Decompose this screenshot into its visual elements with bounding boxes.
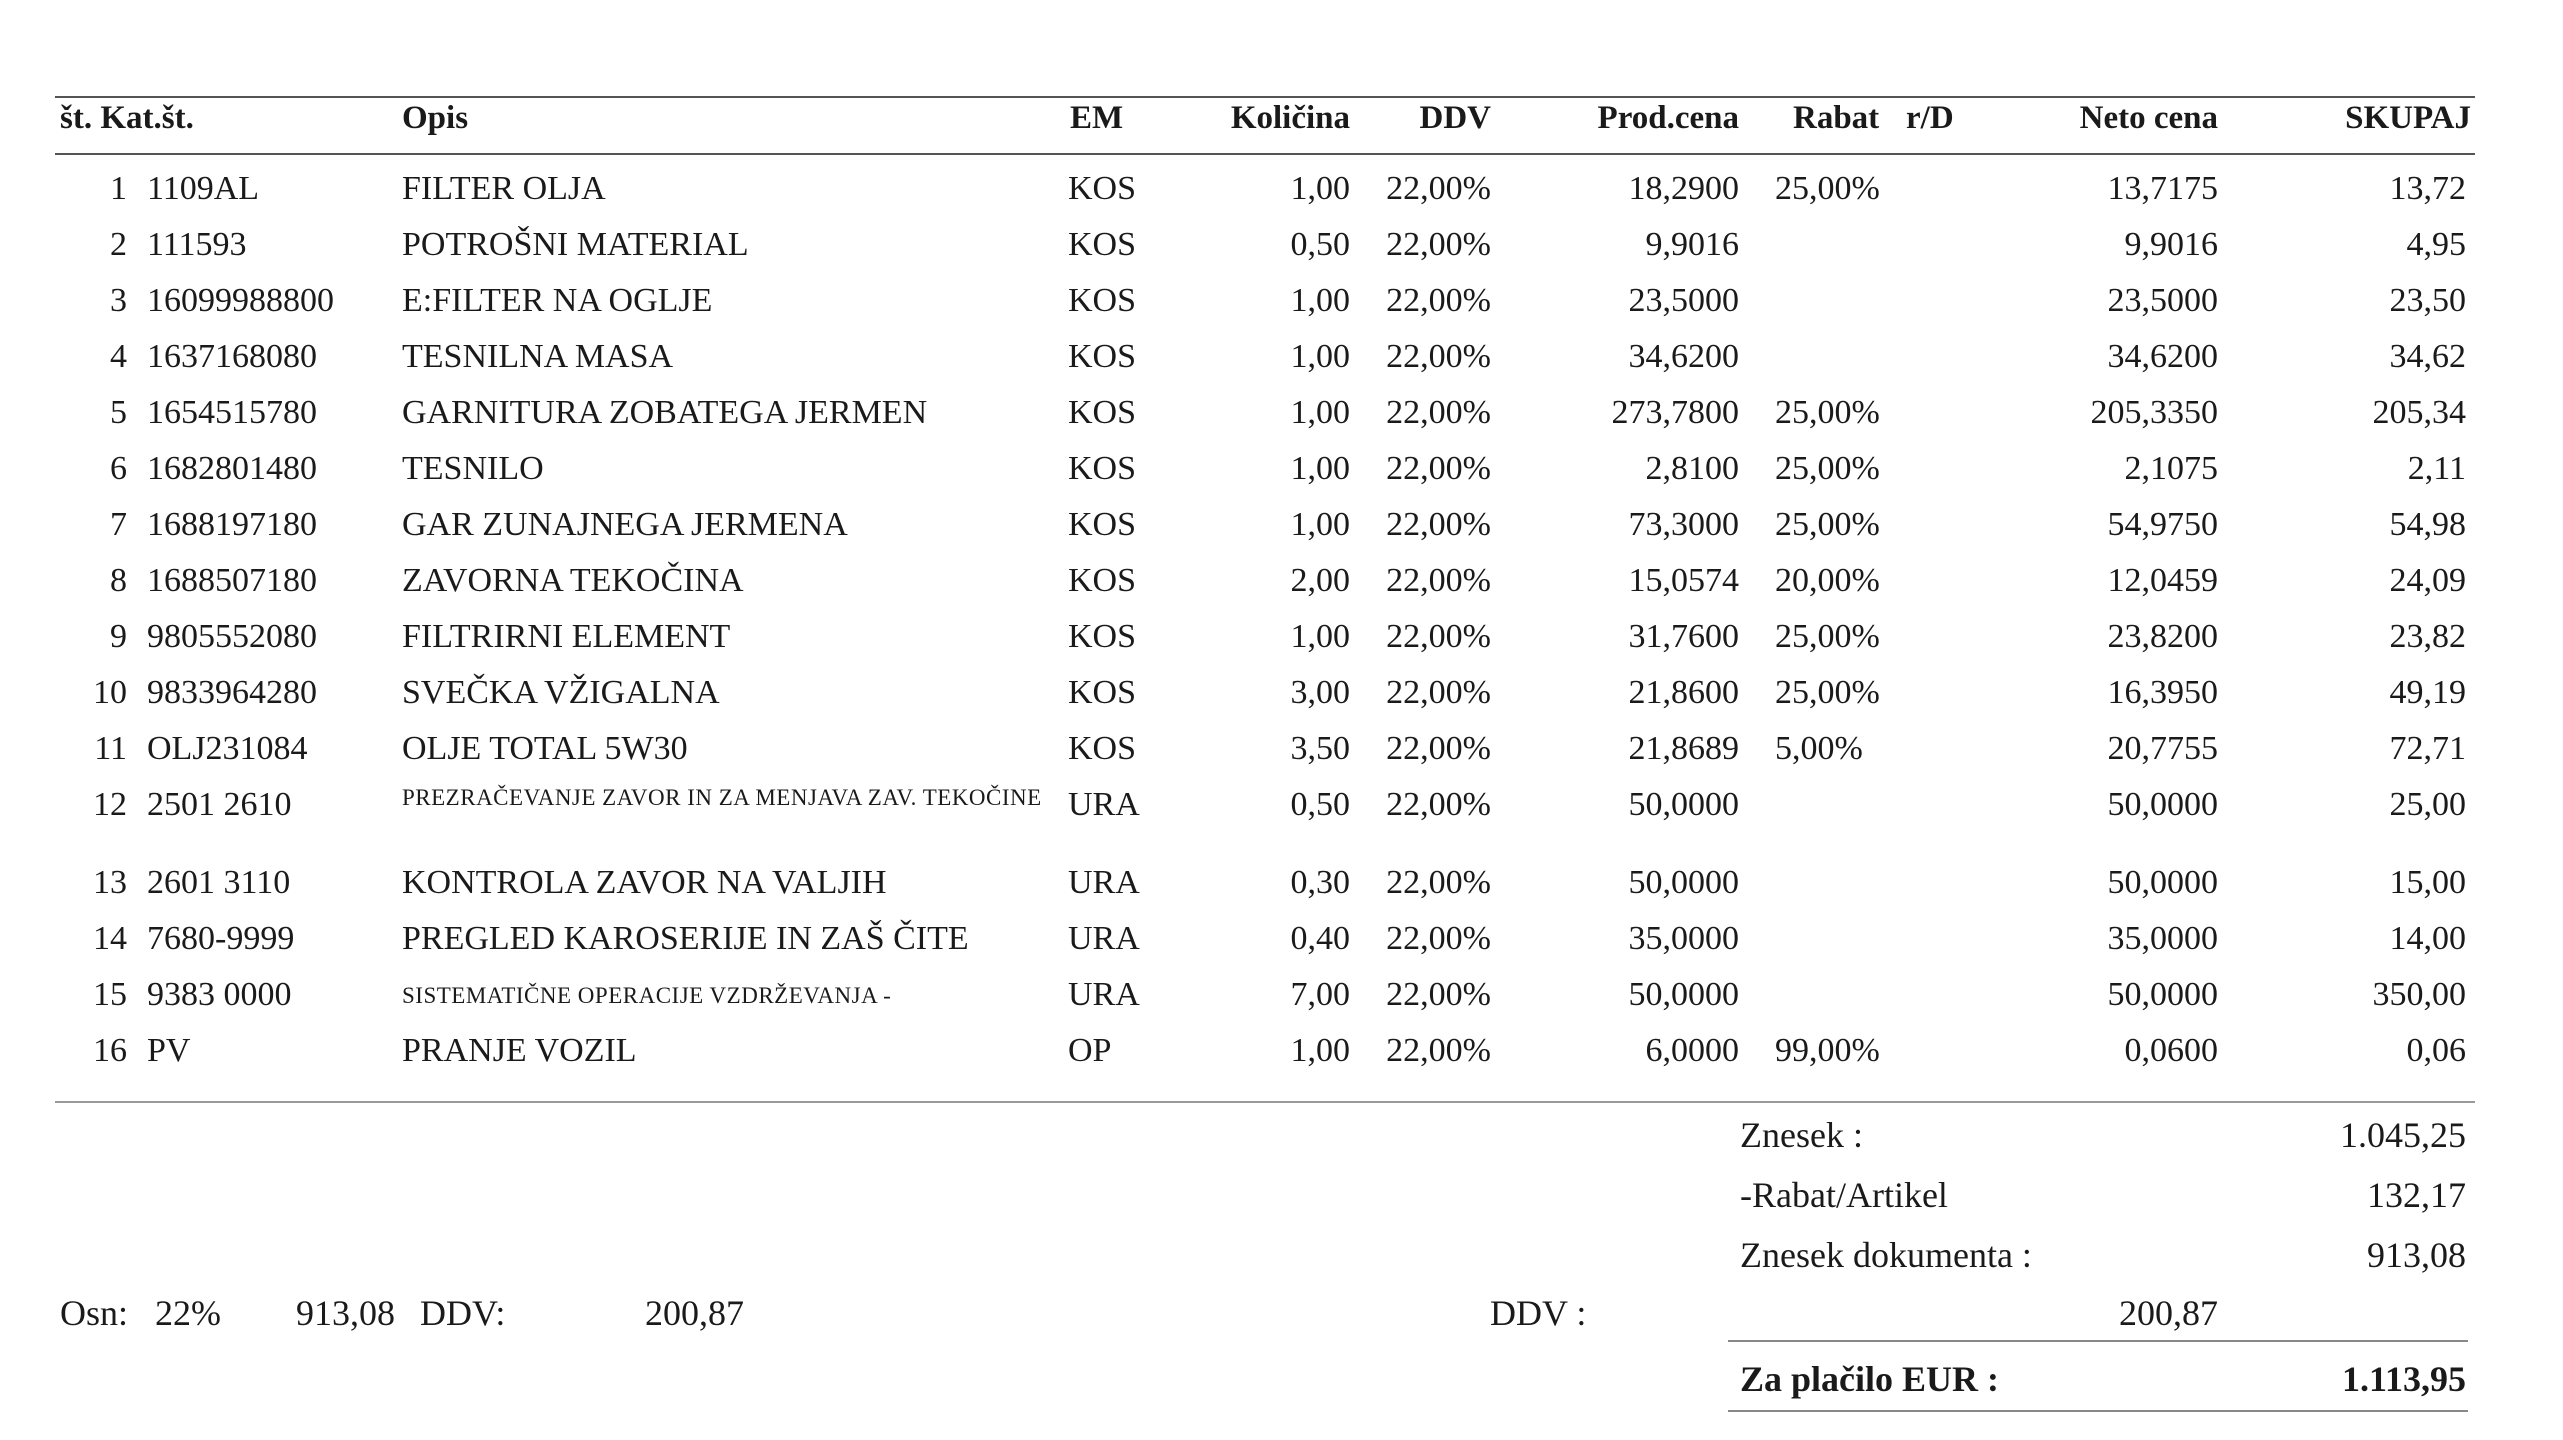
row-price: 273,7800 xyxy=(1611,394,1739,431)
row-number: 1 xyxy=(110,170,127,207)
table-row xyxy=(0,170,2563,226)
row-quantity: 7,00 xyxy=(1290,976,1350,1013)
header-em: EM xyxy=(1070,100,1124,136)
row-net-price: 54,9750 xyxy=(2107,506,2218,543)
row-discount: 25,00% xyxy=(1775,506,1880,543)
row-description: KONTROLA ZAVOR NA VALJIH xyxy=(402,864,887,901)
row-vat: 22,00% xyxy=(1386,506,1491,543)
znesek-value: 1.045,25 xyxy=(2340,1115,2466,1155)
row-price: 31,7600 xyxy=(1628,618,1739,655)
row-vat: 22,00% xyxy=(1386,674,1491,711)
row-catalog: OLJ231084 xyxy=(147,730,308,767)
row-description: PRANJE VOZIL xyxy=(402,1032,637,1069)
header-st-katst: št. Kat.št. xyxy=(60,100,194,136)
row-catalog: 9833964280 xyxy=(147,674,317,711)
row-description: SVEČKA VŽIGALNA xyxy=(402,674,720,711)
header-rabat: Rabat xyxy=(1793,100,1880,136)
znesek-dokumenta-value: 913,08 xyxy=(2367,1235,2466,1275)
row-price: 34,6200 xyxy=(1628,338,1739,375)
row-catalog: 1654515780 xyxy=(147,394,317,431)
row-net-price: 50,0000 xyxy=(2107,864,2218,901)
total-rule-bottom xyxy=(1728,1410,2468,1412)
row-description: OLJE TOTAL 5W30 xyxy=(402,730,688,767)
row-vat: 22,00% xyxy=(1386,618,1491,655)
row-price: 50,0000 xyxy=(1628,864,1739,901)
row-net-price: 13,7175 xyxy=(2107,170,2218,207)
row-unit: KOS xyxy=(1068,170,1137,207)
row-quantity: 1,00 xyxy=(1290,1032,1350,1069)
row-unit: KOS xyxy=(1068,618,1137,655)
header-ddv: DDV xyxy=(1419,100,1491,136)
znesek-dokumenta-label: Znesek dokumenta : xyxy=(1740,1235,2032,1275)
row-catalog: 1682801480 xyxy=(147,450,317,487)
row-unit: URA xyxy=(1068,786,1140,823)
row-vat: 22,00% xyxy=(1386,338,1491,375)
row-net-price: 205,3350 xyxy=(2090,394,2218,431)
row-description: TESNILNA MASA xyxy=(402,338,674,375)
row-net-price: 0,0600 xyxy=(2124,1032,2218,1069)
row-net-price: 23,5000 xyxy=(2107,282,2218,319)
row-unit: KOS xyxy=(1068,226,1137,263)
row-discount: 25,00% xyxy=(1775,618,1880,655)
row-price: 2,8100 xyxy=(1645,450,1739,487)
row-quantity: 1,00 xyxy=(1290,170,1350,207)
row-total: 4,95 xyxy=(2406,226,2466,263)
row-number: 8 xyxy=(110,562,127,599)
osn-base: 913,08 xyxy=(296,1293,395,1333)
rabat-artikel-value: 132,17 xyxy=(2367,1175,2466,1215)
row-catalog: 2601 3110 xyxy=(147,864,291,901)
row-catalog: 9805552080 xyxy=(147,618,317,655)
row-discount: 20,00% xyxy=(1775,562,1880,599)
table-bottom-rule xyxy=(55,1101,2475,1103)
row-net-price: 20,7755 xyxy=(2107,730,2218,767)
header-skupaj: SKUPAJ xyxy=(2345,100,2471,136)
tax-ddv-amount: 200,87 xyxy=(645,1293,744,1333)
row-net-price: 35,0000 xyxy=(2107,920,2218,957)
row-number: 10 xyxy=(93,674,127,711)
row-price: 21,8689 xyxy=(1628,730,1739,767)
row-number: 12 xyxy=(93,786,127,823)
row-description: FILTRIRNI ELEMENT xyxy=(402,618,731,655)
row-vat: 22,00% xyxy=(1386,1032,1491,1069)
row-unit: KOS xyxy=(1068,282,1137,319)
row-total: 205,34 xyxy=(2372,394,2466,431)
row-unit: KOS xyxy=(1068,730,1137,767)
table-row xyxy=(0,506,2563,562)
table-row xyxy=(0,674,2563,730)
row-total: 25,00 xyxy=(2389,786,2466,823)
row-total: 350,00 xyxy=(2372,976,2466,1013)
row-vat: 22,00% xyxy=(1386,282,1491,319)
row-vat: 22,00% xyxy=(1386,394,1491,431)
table-row xyxy=(0,562,2563,618)
row-number: 4 xyxy=(110,338,127,375)
row-number: 5 xyxy=(110,394,127,431)
row-vat: 22,00% xyxy=(1386,562,1491,599)
row-unit: KOS xyxy=(1068,338,1137,375)
row-vat: 22,00% xyxy=(1386,170,1491,207)
row-quantity: 0,40 xyxy=(1290,920,1350,957)
table-row xyxy=(0,226,2563,282)
total-rule-top xyxy=(1728,1340,2468,1342)
header-kolicina: Količina xyxy=(1230,100,1350,136)
row-price: 50,0000 xyxy=(1628,976,1739,1013)
row-quantity: 1,00 xyxy=(1290,394,1350,431)
row-number: 6 xyxy=(110,450,127,487)
row-total: 34,62 xyxy=(2389,338,2466,375)
row-total: 23,82 xyxy=(2389,618,2466,655)
row-unit: KOS xyxy=(1068,562,1137,599)
table-row xyxy=(0,920,2563,976)
rabat-artikel-label: -Rabat/Artikel xyxy=(1740,1175,1948,1215)
row-discount: 25,00% xyxy=(1775,394,1880,431)
table-row xyxy=(0,618,2563,674)
row-vat: 22,00% xyxy=(1386,786,1491,823)
row-price: 35,0000 xyxy=(1628,920,1739,957)
row-description: ZAVORNA TEKOČINA xyxy=(402,562,744,599)
row-total: 15,00 xyxy=(2389,864,2466,901)
row-number: 14 xyxy=(93,920,127,957)
row-quantity: 1,00 xyxy=(1290,282,1350,319)
table-row xyxy=(0,730,2563,786)
row-description: E:FILTER NA OGLJE xyxy=(402,282,713,319)
row-catalog: 16099988800 xyxy=(147,282,334,319)
row-number: 2 xyxy=(110,226,127,263)
row-net-price: 34,6200 xyxy=(2107,338,2218,375)
row-catalog: 2501 2610 xyxy=(147,786,292,823)
table-row xyxy=(0,864,2563,920)
row-quantity: 1,00 xyxy=(1290,450,1350,487)
row-price: 6,0000 xyxy=(1645,1032,1739,1069)
osn-label: Osn: xyxy=(60,1293,129,1333)
row-total: 2,11 xyxy=(2407,450,2466,487)
row-number: 7 xyxy=(110,506,127,543)
za-placilo-value: 1.113,95 xyxy=(2341,1359,2466,1399)
row-description: PREZRAČEVANJE ZAVOR IN ZA MENJAVA ZAV. TEKOČINE xyxy=(402,785,1042,810)
row-quantity: 0,50 xyxy=(1290,226,1350,263)
row-quantity: 0,50 xyxy=(1290,786,1350,823)
ddv-summary-value: 200,87 xyxy=(2119,1293,2218,1333)
row-catalog: 111593 xyxy=(147,226,247,263)
ddv-summary-label: DDV : xyxy=(1490,1293,1587,1333)
row-total: 72,71 xyxy=(2389,730,2466,767)
table-row xyxy=(0,450,2563,506)
table-row xyxy=(0,1032,2563,1088)
row-number: 16 xyxy=(93,1032,127,1069)
row-price: 9,9016 xyxy=(1645,226,1739,263)
row-net-price: 12,0459 xyxy=(2107,562,2218,599)
row-price: 15,0574 xyxy=(1628,562,1739,599)
osn-rate: 22% xyxy=(155,1293,221,1333)
row-total: 13,72 xyxy=(2389,170,2466,207)
row-vat: 22,00% xyxy=(1386,920,1491,957)
row-price: 73,3000 xyxy=(1628,506,1739,543)
row-discount: 25,00% xyxy=(1775,450,1880,487)
table-row xyxy=(0,338,2563,394)
row-quantity: 1,00 xyxy=(1290,338,1350,375)
row-total: 54,98 xyxy=(2389,506,2466,543)
row-vat: 22,00% xyxy=(1386,976,1491,1013)
row-vat: 22,00% xyxy=(1386,730,1491,767)
row-net-price: 50,0000 xyxy=(2107,976,2218,1013)
header-opis: Opis xyxy=(402,100,469,136)
row-catalog: 1688197180 xyxy=(147,506,317,543)
row-number: 9 xyxy=(110,618,127,655)
row-discount: 5,00% xyxy=(1775,730,1863,767)
row-price: 21,8600 xyxy=(1628,674,1739,711)
row-total: 24,09 xyxy=(2389,562,2466,599)
row-price: 50,0000 xyxy=(1628,786,1739,823)
row-vat: 22,00% xyxy=(1386,450,1491,487)
row-discount: 25,00% xyxy=(1775,674,1880,711)
row-net-price: 9,9016 xyxy=(2124,226,2218,263)
row-description: GARNITURA ZOBATEGA JERMEN xyxy=(402,394,928,431)
row-vat: 22,00% xyxy=(1386,864,1491,901)
row-unit: KOS xyxy=(1068,394,1137,431)
row-number: 11 xyxy=(94,730,127,767)
row-number: 13 xyxy=(93,864,127,901)
row-unit: URA xyxy=(1068,920,1140,957)
row-quantity: 0,30 xyxy=(1290,864,1350,901)
row-unit: OP xyxy=(1068,1032,1112,1069)
row-catalog: 7680-9999 xyxy=(147,920,295,957)
table-row xyxy=(0,786,2563,842)
header-top-line xyxy=(55,96,2475,98)
row-net-price: 23,8200 xyxy=(2107,618,2218,655)
row-quantity: 3,00 xyxy=(1290,674,1350,711)
header-bottom-line xyxy=(55,153,2475,155)
row-quantity: 2,00 xyxy=(1290,562,1350,599)
row-price: 23,5000 xyxy=(1628,282,1739,319)
header-neto-cena: Neto cena xyxy=(2079,100,2218,136)
row-discount: 99,00% xyxy=(1775,1032,1880,1069)
row-total: 14,00 xyxy=(2389,920,2466,957)
row-total: 23,50 xyxy=(2389,282,2466,319)
row-description: PREGLED KAROSERIJE IN ZAŠ ČITE xyxy=(402,920,969,957)
row-vat: 22,00% xyxy=(1386,226,1491,263)
row-catalog: 1109AL xyxy=(147,170,260,207)
za-placilo-label: Za plačilo EUR : xyxy=(1740,1359,2000,1399)
row-total: 49,19 xyxy=(2389,674,2466,711)
row-catalog: 9383 0000 xyxy=(147,976,292,1013)
row-description: SISTEMATIČNE OPERACIJE VZDRŽEVANJA - xyxy=(402,983,892,1008)
row-price: 18,2900 xyxy=(1628,170,1739,207)
table-row xyxy=(0,976,2563,1032)
row-net-price: 50,0000 xyxy=(2107,786,2218,823)
row-unit: URA xyxy=(1068,864,1140,901)
row-description: POTROŠNI MATERIAL xyxy=(402,226,749,263)
row-catalog: PV xyxy=(147,1032,191,1069)
row-unit: KOS xyxy=(1068,506,1137,543)
row-number: 15 xyxy=(93,976,127,1013)
row-catalog: 1688507180 xyxy=(147,562,317,599)
row-total: 0,06 xyxy=(2406,1032,2466,1069)
row-net-price: 16,3950 xyxy=(2107,674,2218,711)
row-unit: KOS xyxy=(1068,450,1137,487)
row-quantity: 1,00 xyxy=(1290,618,1350,655)
row-number: 3 xyxy=(110,282,127,319)
header-rd: r/D xyxy=(1906,100,1954,136)
znesek-label: Znesek : xyxy=(1740,1115,1863,1155)
header-prod-cena: Prod.cena xyxy=(1597,100,1739,136)
row-net-price: 2,1075 xyxy=(2124,450,2218,487)
row-quantity: 3,50 xyxy=(1290,730,1350,767)
row-discount: 25,00% xyxy=(1775,170,1880,207)
table-row xyxy=(0,282,2563,338)
row-description: TESNILO xyxy=(402,450,544,487)
row-description: FILTER OLJA xyxy=(402,170,606,207)
row-catalog: 1637168080 xyxy=(147,338,317,375)
row-quantity: 1,00 xyxy=(1290,506,1350,543)
tax-ddv-label: DDV: xyxy=(420,1293,506,1333)
row-unit: URA xyxy=(1068,976,1140,1013)
row-description: GAR ZUNAJNEGA JERMENA xyxy=(402,506,848,543)
row-unit: KOS xyxy=(1068,674,1137,711)
table-row xyxy=(0,394,2563,450)
